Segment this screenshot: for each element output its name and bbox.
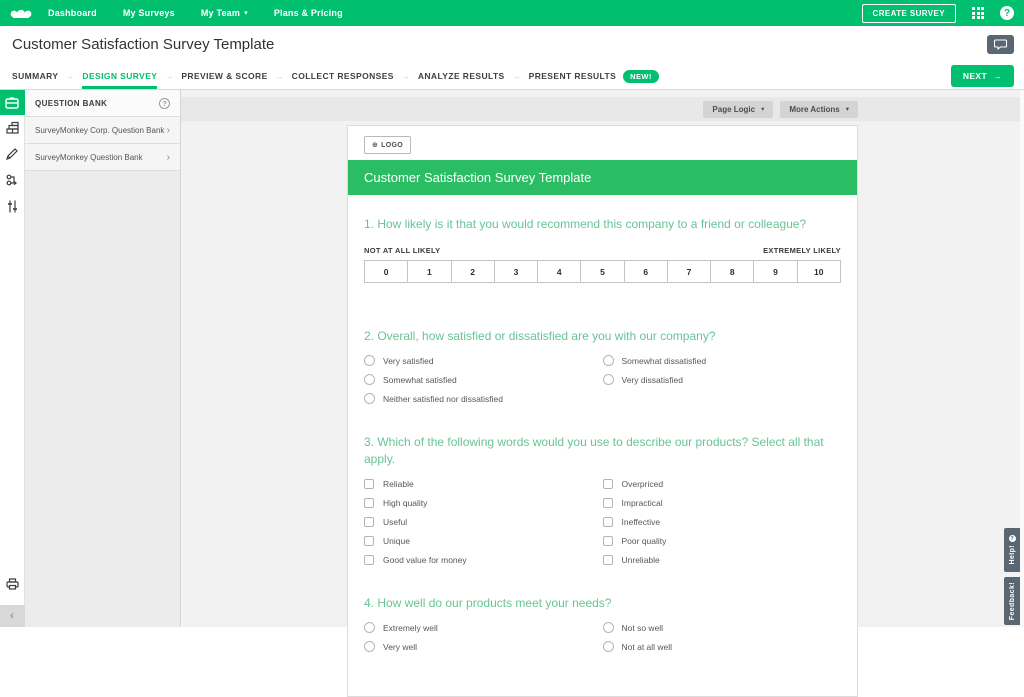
sidebar-item-sm-question-bank[interactable]: SurveyMonkey Question Bank › bbox=[25, 144, 180, 171]
radio-icon[interactable] bbox=[364, 393, 375, 404]
answer-option[interactable] bbox=[603, 637, 842, 656]
question-bank-title: QUESTION BANK bbox=[35, 98, 108, 108]
surveymonkey-logo-icon[interactable] bbox=[10, 5, 32, 21]
help-dot-icon: ? bbox=[1010, 535, 1014, 542]
help-icon[interactable]: ? bbox=[1000, 6, 1014, 20]
question-2-heading[interactable]: 2. Overall, how satisfied or dissatisfied are you with our company? bbox=[364, 329, 716, 343]
collapse-sidebar-button[interactable] bbox=[0, 605, 25, 627]
plus-circle-icon: ⊕ bbox=[372, 142, 379, 149]
answer-option-label: Neither satisfied nor dissatisfied bbox=[383, 393, 504, 404]
answer-option-label: Not so well bbox=[621, 622, 664, 633]
answer-option-label: Somewhat satisfied bbox=[383, 374, 457, 385]
tab-design-survey[interactable]: DESIGN SURVEY bbox=[82, 63, 157, 89]
left-icon-rail bbox=[0, 90, 25, 627]
nav-dashboard[interactable]: Dashboard bbox=[48, 8, 97, 18]
radio-icon[interactable] bbox=[603, 374, 614, 385]
answer-option-label: Good value for money bbox=[383, 554, 467, 565]
radio-icon[interactable] bbox=[364, 622, 375, 633]
arrow-right-icon: → bbox=[165, 71, 174, 81]
answer-option-label: Ineffective bbox=[621, 516, 661, 527]
answer-option[interactable] bbox=[364, 531, 603, 550]
tab-present-results[interactable]: PRESENT RESULTS NEW! bbox=[529, 63, 659, 89]
add-logo-button[interactable]: ⊕ LOGO bbox=[364, 136, 411, 154]
tab-summary[interactable]: SUMMARY bbox=[12, 71, 59, 81]
answer-option-label: Very dissatisfied bbox=[621, 374, 683, 385]
question-bank-panel bbox=[25, 90, 181, 627]
nps-cell-1[interactable]: 1 bbox=[408, 261, 451, 282]
nps-cell-6[interactable]: 6 bbox=[625, 261, 668, 282]
arrow-right-icon: → bbox=[512, 71, 521, 81]
checkbox-icon[interactable] bbox=[603, 498, 613, 508]
question-1-heading[interactable]: 1. How likely is it that you would recommend this company to a friend or colleague? bbox=[364, 217, 807, 231]
top-nav bbox=[0, 0, 1024, 26]
radio-icon[interactable] bbox=[364, 374, 375, 385]
answer-option-label: High quality bbox=[383, 497, 428, 508]
page-title: Customer Satisfaction Survey Template bbox=[12, 36, 275, 53]
answer-option-label: Reliable bbox=[383, 478, 414, 489]
checkbox-icon[interactable] bbox=[364, 555, 374, 565]
answer-option[interactable] bbox=[603, 474, 842, 493]
chevron-left-icon: ‹ bbox=[10, 610, 14, 622]
answer-option-label: Very well bbox=[383, 641, 418, 652]
answer-option[interactable] bbox=[603, 550, 842, 569]
answer-option-label: Very satisfied bbox=[383, 355, 434, 366]
answer-option-label: Extremely well bbox=[383, 622, 438, 633]
checkbox-icon[interactable] bbox=[364, 517, 374, 527]
page-toolbar bbox=[181, 97, 1024, 121]
page-logic-button[interactable]: Page Logic ▾ bbox=[703, 101, 773, 118]
caret-down-icon: ▾ bbox=[845, 106, 849, 113]
rail-themes-pencil-icon[interactable] bbox=[0, 141, 25, 167]
tab-preview-score[interactable]: PREVIEW & SCORE bbox=[181, 71, 268, 81]
arrow-right-icon: → bbox=[275, 71, 284, 81]
nps-scale bbox=[364, 260, 841, 283]
question-2 bbox=[348, 328, 857, 408]
checkbox-icon[interactable] bbox=[364, 536, 374, 546]
question-1 bbox=[348, 216, 857, 283]
tab-collect-responses[interactable]: COLLECT RESPONSES bbox=[291, 71, 394, 81]
question-3-heading[interactable]: 3. Which of the following words would you use to describe our products? Select all that apply. bbox=[364, 435, 824, 466]
rail-options-sliders-icon[interactable] bbox=[0, 193, 25, 219]
rail-builder-icon[interactable] bbox=[0, 115, 25, 141]
nps-cell-0[interactable]: 0 bbox=[365, 261, 408, 282]
sidebar-item-corp-question-bank[interactable]: SurveyMonkey Corp. Question Bank › bbox=[25, 117, 180, 144]
design-canvas bbox=[181, 90, 1024, 652]
answer-option-label: Not at all well bbox=[621, 641, 673, 652]
checkbox-icon[interactable] bbox=[364, 498, 374, 508]
survey-title-banner[interactable] bbox=[348, 160, 857, 195]
nps-cell-5[interactable]: 5 bbox=[581, 261, 624, 282]
nps-cell-8[interactable]: 8 bbox=[711, 261, 754, 282]
question-4-heading[interactable]: 4. How well do our products meet your needs? bbox=[364, 596, 612, 610]
answer-option[interactable] bbox=[364, 618, 603, 637]
answer-option[interactable] bbox=[364, 370, 603, 389]
rail-logic-icon[interactable] bbox=[0, 167, 25, 193]
answer-option-label: Overpriced bbox=[621, 478, 664, 489]
nav-my-surveys[interactable]: My Surveys bbox=[122, 8, 175, 18]
answer-option[interactable] bbox=[364, 351, 603, 370]
answer-option[interactable] bbox=[603, 531, 842, 550]
nps-right-label: EXTREMELY LIKELY bbox=[763, 246, 841, 255]
nps-cell-9[interactable]: 9 bbox=[754, 261, 797, 282]
help-side-tab[interactable]: ? Help! bbox=[1004, 528, 1020, 572]
answer-option[interactable] bbox=[364, 550, 603, 569]
answer-option-label: Somewhat dissatisfied bbox=[621, 355, 707, 366]
answer-option-label: Unreliable bbox=[621, 554, 660, 565]
chat-bubble-button[interactable] bbox=[987, 35, 1014, 54]
workflow-tab-bar bbox=[0, 63, 1024, 90]
create-survey-button[interactable]: CREATE SURVEY bbox=[862, 4, 956, 23]
chevron-right-icon: › bbox=[166, 124, 170, 136]
nps-left-label: NOT AT ALL LIKELY bbox=[364, 246, 441, 255]
answer-option-label: Impractical bbox=[621, 497, 663, 508]
checkbox-icon[interactable] bbox=[603, 555, 613, 565]
nps-cell-7[interactable]: 7 bbox=[668, 261, 711, 282]
nps-cell-2[interactable]: 2 bbox=[452, 261, 495, 282]
answer-option[interactable] bbox=[603, 493, 842, 512]
caret-down-icon: ▾ bbox=[244, 10, 248, 17]
answer-option[interactable] bbox=[364, 637, 603, 656]
nps-cell-4[interactable]: 4 bbox=[538, 261, 581, 282]
arrow-right-icon: → bbox=[401, 71, 410, 81]
title-bar bbox=[0, 26, 1024, 63]
survey-preview-card bbox=[347, 125, 858, 697]
survey-title: Customer Satisfaction Survey Template bbox=[364, 170, 592, 185]
answer-option[interactable] bbox=[603, 512, 842, 531]
app-grid-icon[interactable] bbox=[972, 7, 984, 19]
radio-icon[interactable] bbox=[603, 641, 614, 652]
arrow-right-icon: → bbox=[66, 71, 75, 81]
radio-icon[interactable] bbox=[603, 622, 614, 633]
radio-icon[interactable] bbox=[364, 355, 375, 366]
question-bank-header bbox=[25, 90, 180, 117]
answer-option[interactable] bbox=[603, 618, 842, 637]
answer-option[interactable] bbox=[364, 389, 603, 408]
scrollbar-track[interactable] bbox=[1020, 90, 1024, 627]
answer-option-label: Unique bbox=[383, 535, 410, 546]
new-badge: NEW! bbox=[623, 70, 659, 83]
print-icon[interactable] bbox=[0, 571, 25, 597]
checkbox-icon[interactable] bbox=[603, 517, 613, 527]
nav-my-team[interactable]: My Team ▾ bbox=[200, 8, 248, 18]
rail-question-bank-icon[interactable] bbox=[0, 90, 25, 115]
feedback-side-tab[interactable]: Feedback! bbox=[1004, 577, 1020, 625]
chat-bubble-icon bbox=[994, 39, 1007, 50]
question-4 bbox=[348, 595, 857, 656]
nps-cell-10[interactable]: 10 bbox=[814, 266, 824, 277]
radio-icon[interactable] bbox=[603, 355, 614, 366]
answer-option[interactable] bbox=[364, 493, 603, 512]
radio-icon[interactable] bbox=[364, 641, 375, 652]
answer-option[interactable] bbox=[364, 512, 603, 531]
chevron-right-icon: › bbox=[166, 151, 170, 163]
arrow-right-icon: → bbox=[993, 71, 1002, 81]
nps-cell-3[interactable]: 3 bbox=[495, 261, 538, 282]
answer-option-label: Useful bbox=[383, 516, 408, 527]
next-button[interactable]: NEXT → bbox=[951, 65, 1014, 87]
question-bank-help-icon[interactable]: ? bbox=[159, 98, 170, 109]
answer-option[interactable] bbox=[603, 370, 842, 389]
answer-option[interactable] bbox=[603, 351, 842, 370]
checkbox-icon[interactable] bbox=[603, 479, 613, 489]
checkbox-icon[interactable] bbox=[364, 479, 374, 489]
more-actions-button[interactable]: More Actions ▾ bbox=[780, 101, 858, 118]
tab-analyze-results[interactable]: ANALYZE RESULTS bbox=[417, 71, 505, 81]
question-3 bbox=[348, 434, 857, 569]
answer-option[interactable] bbox=[364, 474, 603, 493]
nav-plans-pricing[interactable]: Plans & Pricing bbox=[273, 8, 343, 18]
checkbox-icon[interactable] bbox=[603, 536, 613, 546]
answer-option-label: Poor quality bbox=[621, 535, 667, 546]
caret-down-icon: ▾ bbox=[761, 106, 765, 113]
